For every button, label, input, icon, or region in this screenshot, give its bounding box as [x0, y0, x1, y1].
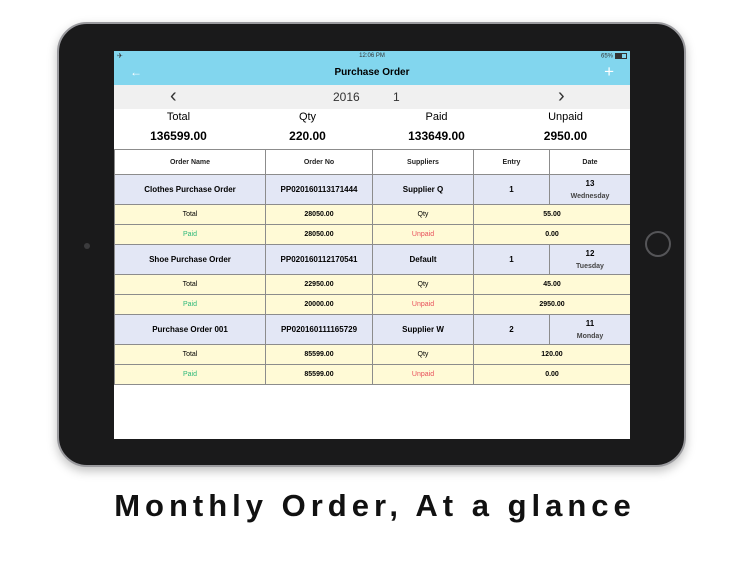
- unpaid-label: Unpaid: [373, 365, 474, 385]
- summary-value: 136599.00: [150, 129, 207, 143]
- qty-label: Qty: [373, 345, 474, 365]
- order-row[interactable]: [115, 315, 631, 345]
- status-bar: [114, 51, 630, 62]
- add-plus-icon[interactable]: +: [604, 62, 614, 81]
- order-paid: 20000.00: [266, 295, 373, 315]
- order-supplier: Supplier W: [373, 315, 474, 345]
- order-paid: 28050.00: [266, 225, 373, 245]
- order-name: Shoe Purchase Order: [115, 245, 266, 275]
- unpaid-label: Unpaid: [373, 225, 474, 245]
- total-label: Total: [115, 205, 266, 225]
- order-total: 22950.00: [266, 275, 373, 295]
- nav-bar: [114, 62, 630, 85]
- summary-paid: [372, 109, 501, 143]
- order-unpaid: 0.00: [474, 365, 631, 385]
- order-unpaid: 0.00: [474, 225, 631, 245]
- order-qty: 45.00: [474, 275, 631, 295]
- order-supplier: Supplier Q: [373, 175, 474, 205]
- period-month: 1: [393, 90, 400, 104]
- page-title: Purchase Order: [334, 67, 410, 78]
- summary-qty: [243, 109, 372, 143]
- order-row[interactable]: [115, 245, 631, 275]
- table-header-row: [115, 150, 631, 175]
- column-header-suppliers: Suppliers: [373, 150, 474, 175]
- home-button[interactable]: [645, 231, 671, 257]
- promo-caption: Monthly Order, At a glance: [114, 488, 636, 523]
- order-paid-row: [115, 295, 631, 315]
- orders-table: [114, 149, 630, 385]
- order-total: 28050.00: [266, 205, 373, 225]
- summary-totals: [114, 109, 630, 149]
- summary-total: [114, 109, 243, 143]
- order-total-row: [115, 345, 631, 365]
- order-total: 85599.00: [266, 345, 373, 365]
- summary-unpaid: [501, 109, 630, 143]
- summary-label: Qty: [298, 111, 317, 123]
- paid-label: Paid: [115, 295, 266, 315]
- order-qty: 120.00: [474, 345, 631, 365]
- order-no: PP020160112170541: [266, 245, 373, 275]
- order-entry: 2: [474, 315, 550, 345]
- order-date: [550, 245, 631, 275]
- order-entry: 1: [474, 245, 550, 275]
- chevron-right-icon[interactable]: ›: [558, 85, 565, 107]
- back-arrow-icon[interactable]: ←: [130, 65, 142, 79]
- order-weekday: Monday: [576, 332, 604, 340]
- order-name: Clothes Purchase Order: [115, 175, 266, 205]
- order-day: 12: [585, 248, 595, 258]
- column-header-entry: Entry: [474, 150, 550, 175]
- order-entry: 1: [474, 175, 550, 205]
- order-paid-row: [115, 365, 631, 385]
- battery-indicator: [601, 53, 627, 60]
- order-weekday: Tuesday: [576, 262, 604, 270]
- order-paid: 85599.00: [266, 365, 373, 385]
- column-header-order-name: Order Name: [115, 150, 266, 175]
- qty-label: Qty: [373, 275, 474, 295]
- battery-icon: [615, 53, 627, 59]
- order-total-row: [115, 275, 631, 295]
- paid-label: Paid: [115, 225, 266, 245]
- order-day: 13: [585, 178, 595, 188]
- summary-label: Unpaid: [548, 111, 583, 123]
- order-unpaid: 2950.00: [474, 295, 631, 315]
- order-no: PP020160113171444: [266, 175, 373, 205]
- order-weekday: Wednesday: [570, 192, 610, 200]
- total-label: Total: [115, 345, 266, 365]
- order-paid-row: [115, 225, 631, 245]
- summary-label: Total: [166, 111, 191, 123]
- summary-value: 133649.00: [408, 129, 465, 143]
- camera: [84, 243, 90, 249]
- order-date: [550, 315, 631, 345]
- order-name: Purchase Order 001: [115, 315, 266, 345]
- order-qty: 55.00: [474, 205, 631, 225]
- order-supplier: Default: [373, 245, 474, 275]
- order-total-row: [115, 205, 631, 225]
- airplane-icon: ✈: [117, 53, 123, 60]
- order-date: [550, 175, 631, 205]
- summary-value: 220.00: [289, 129, 326, 143]
- summary-value: 2950.00: [543, 129, 588, 143]
- status-time: 12:06 PM: [359, 53, 385, 59]
- qty-label: Qty: [373, 205, 474, 225]
- unpaid-label: Unpaid: [373, 295, 474, 315]
- order-row[interactable]: [115, 175, 631, 205]
- period-year: 2016: [333, 90, 360, 104]
- total-label: Total: [115, 275, 266, 295]
- battery-percent: 65%: [600, 53, 613, 60]
- screen: [114, 51, 630, 439]
- period-selector: [114, 85, 630, 109]
- paid-label: Paid: [115, 365, 266, 385]
- order-day: 11: [585, 318, 595, 328]
- column-header-date: Date: [550, 150, 631, 175]
- chevron-left-icon[interactable]: ‹: [170, 85, 177, 107]
- order-no: PP020160111165729: [266, 315, 373, 345]
- summary-label: Paid: [425, 111, 448, 123]
- column-header-order-no: Order No: [266, 150, 373, 175]
